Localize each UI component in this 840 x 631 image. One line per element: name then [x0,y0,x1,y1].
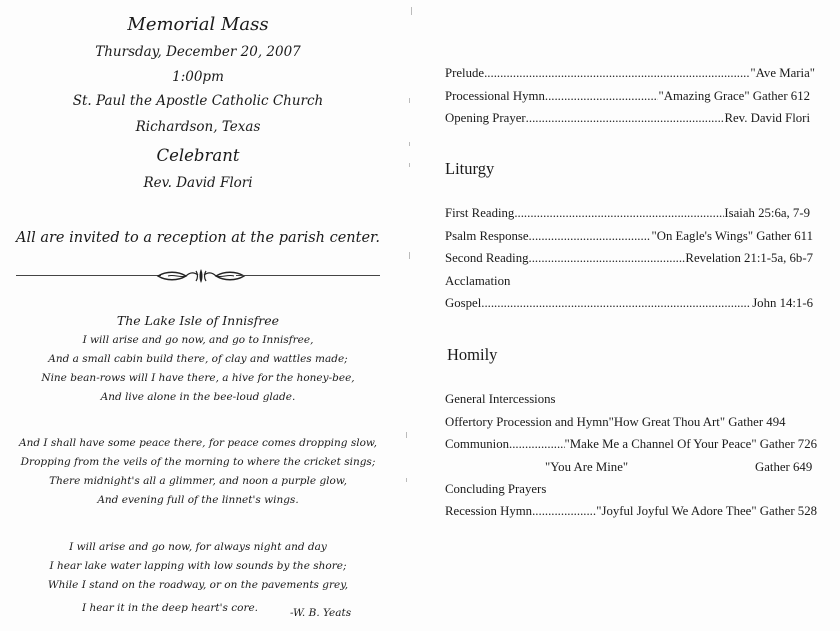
item-label: First Reading [445,206,515,220]
item-label: Offertory Procession and Hymn"How Great Thou Art" Gather 494 [445,415,786,429]
poem-line: Dropping from the veils of the morning to where the cricket sings; [20,456,376,468]
poem-line: And a small cabin build there, of clay and wattles made; [48,353,348,365]
item-value: Isaiah 25:6a, 7-9 [724,206,810,220]
program-item-communion [445,437,817,452]
program-item-recession-hymn [445,504,817,519]
celebrant-name: Rev. David Flori [143,175,253,191]
reception-invitation: All are invited to a reception at the parish center. [15,230,380,246]
leader-dots [529,251,686,266]
scan-artifact [406,478,407,482]
program-item-prelude [445,66,815,81]
program-item-processional [445,89,810,104]
scan-artifact [409,163,410,167]
church-name: St. Paul the Apostle Catholic Church [72,93,324,109]
mass-date: Thursday, December 20, 2007 [95,44,301,60]
item-label: Processional Hymn [445,89,545,103]
poem-line: I hear lake water lapping with low sounds by the shore; [49,560,347,572]
leader-dots [484,66,750,81]
program-item-psalm-response [445,229,813,244]
program-item-opening-prayer [445,111,810,126]
item-label: Psalm Response [445,229,529,243]
poem-line: And live alone in the bee-loud glade. [100,391,296,403]
leader-dots [529,229,652,244]
poem-line: And I shall have some peace there, for peace comes dropping slow, [19,437,377,449]
poem-line: I hear it in the deep heart's core. [81,602,259,614]
leader-dots [481,296,752,311]
item-label: Communion [445,437,509,451]
church-location: Richardson, Texas [135,119,261,135]
item-label: Concluding Prayers [445,482,547,496]
program-item-first-reading [445,206,810,221]
divider-line-left [16,275,161,276]
program-item-concluding-prayers [445,482,815,497]
left-panel [0,0,400,631]
item-label: Gospel [445,296,482,310]
poem-line: There midnight's all a glimmer, and noon a purple glow, [49,475,347,487]
program-item-general-intercessions [445,392,815,407]
program-item-acclamation [445,274,815,289]
item-value: John 14:1-6 [752,296,813,310]
celebrant-heading: Celebrant [156,146,240,165]
item-label: General Intercessions [445,392,556,406]
poem-line: I will arise and go now, and go to Innisfree, [82,334,314,346]
item-gather-number: Gather 649 [755,460,813,474]
right-panel [420,0,840,631]
item-value: "Amazing Grace" Gather 612 [658,89,810,103]
scan-artifact [411,7,412,15]
leader-dots [526,111,725,126]
scan-artifact [409,142,410,146]
poem-title: The Lake Isle of Innisfree [116,313,280,328]
leader-dots [545,89,659,104]
scan-artifact [406,432,407,438]
item-value: Revelation 21:1-5a, 6b-7 [685,251,813,265]
leader-dots [532,504,596,519]
poem-author: -W. B. Yeats [290,607,352,619]
item-value: Rev. David Flori [724,111,810,125]
program-item-offertory [445,415,815,430]
mass-time: 1:00pm [172,69,224,85]
section-heading-homily: Homily [447,345,498,364]
divider-line-right [236,275,380,276]
item-value: "Joyful Joyful We Adore Thee" Gather 528 [596,504,817,518]
poem-line: And evening full of the linnet's wings. [97,494,299,506]
program-item-second-reading [445,251,813,266]
poem-line: While I stand on the roadway, or on the pavements grey, [47,579,349,591]
item-value: "Make Me a Channel Of Your Peace" Gather 726 [564,437,817,451]
leader-dots [514,206,724,221]
item-value: "Ave Maria" [750,66,815,80]
item-label: Recession Hymn [445,504,533,518]
item-label: Prelude [445,66,485,80]
scan-artifact [409,252,410,259]
poem-line: I will arise and go now, for always night and day [69,541,327,553]
item-label: Opening Prayer [445,111,526,125]
item-value: "You Are Mine" [545,460,629,474]
item-value: "On Eagle's Wings" Gather 611 [651,229,813,243]
item-label: Second Reading [445,251,529,265]
poem-line: Nine bean-rows will I have there, a hive for the honey-bee, [41,372,355,384]
section-heading-liturgy: Liturgy [445,159,495,178]
mass-title: Memorial Mass [127,14,269,35]
program-item-gospel [445,296,813,311]
ornamental-divider [16,268,380,284]
item-label: Acclamation [445,274,511,288]
scan-artifact [409,98,410,103]
leader-dots [509,437,565,452]
flourish-divider-icon [156,268,246,284]
